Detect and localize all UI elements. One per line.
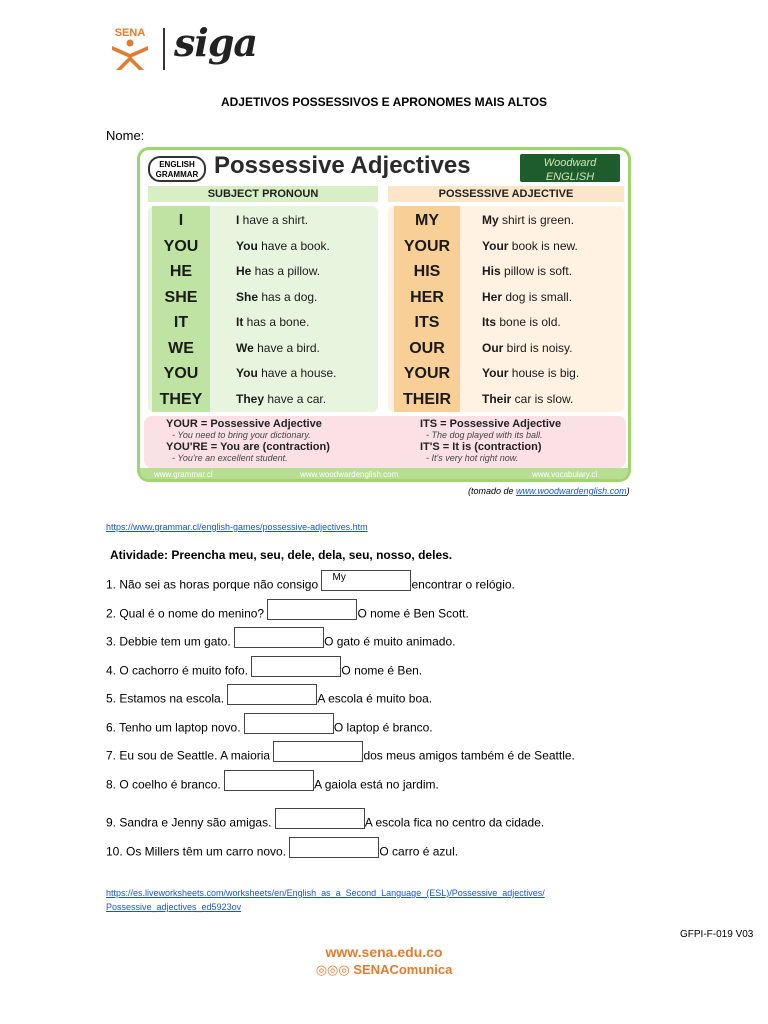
question-text-before: 10. Os Millers têm um carro novo.: [106, 844, 290, 859]
question-text-before: 5. Estamos na escola.: [106, 691, 228, 706]
adjective-cell: HER: [410, 289, 444, 306]
siga-logo: siga: [174, 20, 258, 65]
answer-box[interactable]: [244, 713, 334, 734]
question-text-after: O gato é muito animado.: [324, 634, 456, 649]
adjective-example-bold: Your: [482, 366, 509, 380]
question-2: [106, 603, 469, 624]
subject-pronoun-header: SUBJECT PRONOUN: [148, 186, 378, 202]
pronoun-example-bold: He: [236, 264, 252, 278]
liveworksheets-link-line1[interactable]: https://es.liveworksheets.com/worksheets/en/English_as_a_Second_Language_(ESL)/Possessive_adjectives/: [106, 888, 545, 898]
question-text-before: 2. Qual é o nome do menino?: [106, 606, 268, 621]
adjective-example-rest: pillow is soft.: [500, 264, 573, 278]
adjective-example: [482, 208, 574, 233]
adjective-example: [482, 387, 573, 412]
adjective-example-bold: My: [482, 213, 499, 227]
pronoun-cell: SHE: [164, 289, 198, 306]
pronoun-example-rest: have a car.: [264, 392, 327, 406]
adjective-example: [482, 259, 572, 284]
question-text-before: 3. Debbie tem um gato.: [106, 634, 235, 649]
answer-box[interactable]: My: [321, 570, 411, 591]
possessive-adjective-header: POSSESSIVE ADJECTIVE: [388, 186, 624, 202]
question-text-after: A gaiola está no jardim.: [314, 777, 439, 792]
pronoun-example: [236, 310, 309, 335]
pronoun-example: [236, 234, 330, 259]
adjective-example-rest: bone is old.: [496, 315, 561, 329]
pronoun-example: [236, 361, 337, 386]
pronoun-example: [236, 336, 320, 361]
answer-box[interactable]: [275, 808, 365, 829]
question-text-before: 1. Não sei as horas porque não consigo: [106, 577, 322, 592]
pronoun-example-rest: have a book.: [257, 239, 330, 253]
question-4: [106, 660, 422, 681]
question-text-after: A escola é muito boa.: [317, 691, 433, 706]
question-7: [106, 745, 575, 766]
pronoun-example-bold: She: [236, 290, 259, 304]
question-text-before: 6. Tenho um laptop novo.: [106, 720, 244, 735]
question-text-after: O carro é azul.: [379, 844, 459, 859]
pronoun-example-bold: We: [236, 341, 254, 355]
document-code: GFPI-F-019 V03: [680, 929, 754, 940]
question-text-after: O nome é Ben.: [341, 663, 423, 678]
question-text-after: O laptop é branco.: [333, 720, 433, 735]
adjective-example-bold: Our: [482, 341, 504, 355]
adjective-example-rest: bird is noisy.: [503, 341, 573, 355]
question-text-before: 7. Eu sou de Seattle. A maioria: [106, 748, 274, 763]
question-1: [106, 574, 515, 595]
adjective-example: [482, 234, 578, 259]
adjective-example-rest: car is slow.: [511, 392, 574, 406]
possessive-adjectives-poster: [137, 147, 631, 482]
poster-title: Possessive Adjectives: [214, 152, 471, 179]
question-text-after: O nome é Ben Scott.: [357, 606, 469, 621]
grammar-games-link[interactable]: https://www.grammar.cl/english-games/possessive-adjectives.htm: [106, 522, 368, 532]
poster-notes: [144, 416, 626, 468]
adjective-example: [482, 361, 579, 386]
pronoun-example-rest: have a house.: [257, 366, 337, 380]
question-text-before: 4. O cachorro é muito fofo.: [106, 663, 252, 678]
question-8: [106, 774, 439, 795]
pronoun-example-bold: You: [236, 239, 258, 253]
pronoun-example: [236, 285, 317, 310]
credit-suffix: ): [626, 486, 630, 496]
question-text-after: dos meus amigos também é de Seattle.: [363, 748, 575, 763]
pronoun-example-rest: has a dog.: [258, 290, 318, 304]
pronoun-cell: YOU: [163, 238, 199, 255]
adjective-cell: THEIR: [403, 391, 451, 408]
sena-logo: [106, 22, 154, 72]
question-6: [106, 717, 433, 738]
note-itis-sub: - It's very hot right now.: [426, 453, 519, 463]
social-handle: SENAComunica: [353, 962, 453, 977]
note-its-sub: - The dog played with its ball.: [426, 430, 543, 440]
adjective-cell: YOUR: [403, 238, 451, 255]
note-youre-head: YOU'RE = You are (contraction): [166, 441, 330, 453]
answer-box[interactable]: [227, 684, 317, 705]
woodward-logo: Woodward ENGLISH: [520, 154, 620, 182]
credit-link[interactable]: www.woodwardenglish.com: [516, 486, 627, 496]
nome-label: Nome:: [106, 128, 145, 143]
adjective-example-rest: shirt is green.: [498, 213, 575, 227]
liveworksheets-link-line2[interactable]: Possessive_adjectives_ed5923ov: [106, 902, 242, 912]
pronoun-cell: WE: [168, 340, 194, 357]
sena-comunica: [0, 962, 768, 978]
answer-box[interactable]: [224, 770, 314, 791]
adjective-cell: HIS: [413, 263, 441, 280]
credit-prefix: (tomado de: [468, 486, 517, 496]
page-title: ADJETIVOS POSSESSIVOS E APRONOMES MAIS ALTOS: [220, 95, 548, 109]
pronoun-cell: I: [178, 212, 184, 229]
question-text-before: 9. Sandra e Jenny são amigas.: [106, 815, 275, 830]
question-text-before: 8. O coelho é branco.: [106, 777, 225, 792]
answer-box[interactable]: [289, 837, 379, 858]
adjective-cell: MY: [415, 212, 439, 229]
adjective-example-bold: Your: [482, 239, 509, 253]
note-youre-sub: - You're an excellent student.: [172, 453, 288, 463]
adjective-example: [482, 310, 561, 335]
adjective-example-rest: house is big.: [508, 366, 580, 380]
adjective-example-rest: dog is small.: [502, 290, 573, 304]
pronoun-cell: IT: [173, 314, 189, 331]
pronoun-example: [236, 208, 308, 233]
adjective-example: [482, 285, 572, 310]
pronoun-example-rest: have a shirt.: [239, 213, 309, 227]
question-3: [106, 631, 456, 652]
pronoun-example: [236, 387, 326, 412]
question-9: [106, 812, 544, 833]
adjective-cell: YOUR: [403, 365, 451, 382]
question-text-after: A escola fica no centro da cidade.: [364, 815, 545, 830]
answer-box[interactable]: [267, 599, 357, 620]
pronoun-example-bold: I: [236, 213, 240, 227]
pronoun-example-rest: has a bone.: [243, 315, 310, 329]
note-itis-head: IT'S = It is (contraction): [420, 441, 542, 453]
pronoun-example: [236, 259, 320, 284]
social-icons: ◎◎◎: [315, 962, 350, 977]
pronoun-cell: THEY: [159, 391, 203, 408]
answer-box[interactable]: [251, 656, 341, 677]
pronoun-cell: YOU: [163, 365, 199, 382]
sena-website: www.sena.edu.co: [325, 944, 443, 960]
poster-footer-middle: www.woodwardenglish.com: [300, 470, 399, 479]
adjective-example-bold: Their: [482, 392, 512, 406]
pronoun-example-bold: You: [236, 366, 258, 380]
note-your-sub: - You need to bring your dictionary.: [172, 430, 311, 440]
question-text-after: encontrar o relógio.: [411, 577, 515, 592]
answer-box[interactable]: [273, 741, 363, 762]
question-5: [106, 688, 432, 709]
activity-instructions: Atividade: Preencha meu, seu, dele, dela, seu, nosso, deles.: [110, 548, 453, 562]
adjective-cell: OUR: [409, 340, 445, 357]
question-10: [106, 841, 458, 862]
sena-logo-text: SENA: [114, 27, 146, 39]
adjective-example-bold: His: [482, 264, 501, 278]
pronoun-example-bold: They: [236, 392, 265, 406]
poster-footer-left: www.grammar.cl: [154, 470, 213, 479]
adjective-example-bold: Her: [482, 290, 503, 304]
adjective-example: [482, 336, 572, 361]
pronoun-example-rest: have a bird.: [253, 341, 320, 355]
pronoun-cell: HE: [169, 263, 193, 280]
adjective-example-rest: book is new.: [508, 239, 578, 253]
note-its-head: ITS = Possessive Adjective: [420, 418, 562, 430]
logo-divider: [163, 28, 165, 70]
adjective-example-bold: Its: [482, 315, 497, 329]
adjective-cell: ITS: [414, 314, 440, 331]
poster-footer-right: www.vocabulary.cl: [532, 470, 598, 479]
pronoun-example-bold: It: [236, 315, 244, 329]
pronoun-example-rest: has a pillow.: [251, 264, 321, 278]
liveworksheets-link: [106, 886, 545, 914]
image-credit: [468, 486, 630, 496]
english-grammar-badge: ENGLISH GRAMMAR: [148, 156, 206, 182]
answer-box[interactable]: [234, 627, 324, 648]
note-your-head: YOUR = Possessive Adjective: [166, 418, 322, 430]
